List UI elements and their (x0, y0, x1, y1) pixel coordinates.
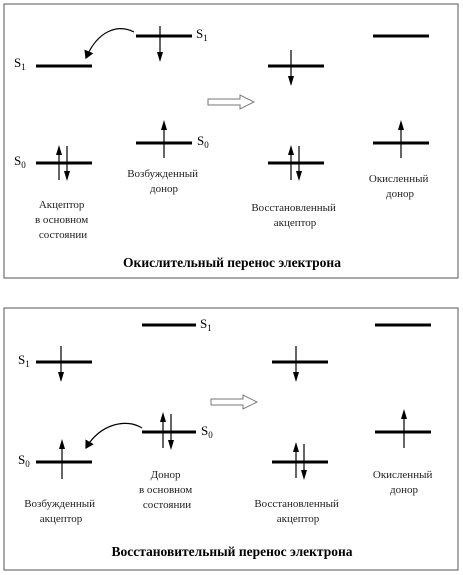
process-arrow (208, 95, 254, 109)
process-arrow (211, 395, 257, 409)
label-acceptor-reduced: Восстановленный акцептор (251, 202, 336, 229)
level-label-s0-acceptor: $S_0$ (18, 452, 30, 469)
electron-spin-down (288, 50, 294, 86)
label-donor-oxidized: Окисленный донор (368, 173, 429, 200)
level-label-s1-donor: $S_1$ (200, 316, 212, 333)
electron-spin-up (401, 409, 407, 448)
level-label-s1-acceptor: $S_1$ (18, 352, 30, 369)
electron-transfer-arrow (86, 423, 142, 448)
electron-spin-down (293, 346, 299, 382)
label-donor-ground: Донор в основном состоянии (138, 469, 193, 511)
panel-frame (4, 308, 458, 570)
label-donor-oxidized: Окисленный донор (372, 469, 433, 496)
electron-spin-up (59, 439, 65, 479)
label-acceptor-ground: Акцептор в основном состоянии (34, 199, 89, 241)
caption-reductive: Восстановительный перенос электрона (111, 544, 353, 559)
electron-spin-down (58, 346, 64, 382)
level-label-s0-donor: $S_0$ (201, 423, 213, 440)
level-label-s1-donor: $S_1$ (196, 26, 208, 43)
electron-spin-down (157, 26, 163, 62)
level-label-s0-acceptor: $S_0$ (14, 153, 26, 170)
electron-spin-up (161, 120, 167, 158)
electron-transfer-arrow (86, 29, 134, 58)
label-acceptor-reduced: Восстановленный акцептор (254, 498, 339, 525)
level-label-s0-donor: $S_0$ (197, 133, 209, 150)
electron-spin-up (398, 120, 404, 158)
label-acceptor-excited: Возбужденный акцептор (24, 498, 96, 525)
panel-oxidative (4, 4, 458, 278)
level-label-s1-acceptor: $S_1$ (14, 55, 26, 72)
label-donor-excited: Возбужденный донор (127, 168, 199, 195)
panel-reductive (4, 308, 458, 570)
caption-oxidative: Окислительный перенос электрона (123, 255, 341, 270)
